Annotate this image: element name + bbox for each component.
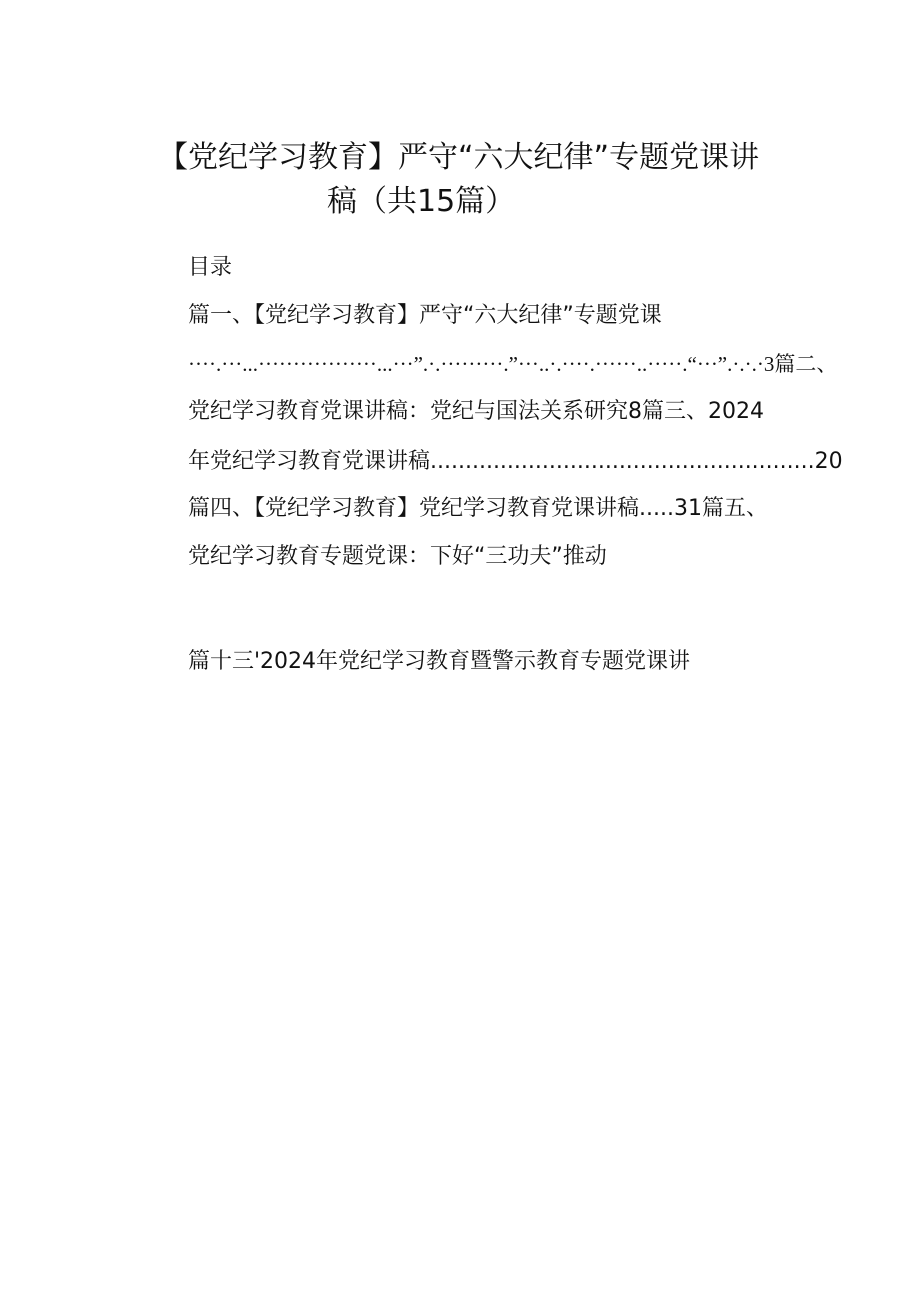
toc-line-6: 党纪学习教育专题党课：下好“三功夫”推动 [188,544,607,569]
toc-line-7: 篇十三'2024年党纪学习教育暨警示教育专题党课讲 [188,649,691,674]
toc-line-4: 年党纪学习教育党课讲稿.......................................................20 [188,449,843,474]
document-title-line-2: 稿（共15篇） [327,184,516,219]
toc-line-3: 党纪学习教育党课讲稿：党纪与国法关系研究8篇三、2024 [188,399,764,424]
toc-line-5: 篇四、【党纪学习教育】党纪学习教育党课讲稿.....31篇五、 [188,496,768,521]
toc-line-2: ····.···...·················...···”.·.·········.”···..·.····.······..·····.“···”.·.·.·3篇二、 [188,352,838,376]
document-title-line-1: 【党纪学习教育】严守“六大纪律”专题党课讲 [158,140,760,175]
toc-line-1: 篇一、【党纪学习教育】严守“六大纪律”专题党课 [188,303,662,328]
toc-heading: 目录 [188,255,233,280]
